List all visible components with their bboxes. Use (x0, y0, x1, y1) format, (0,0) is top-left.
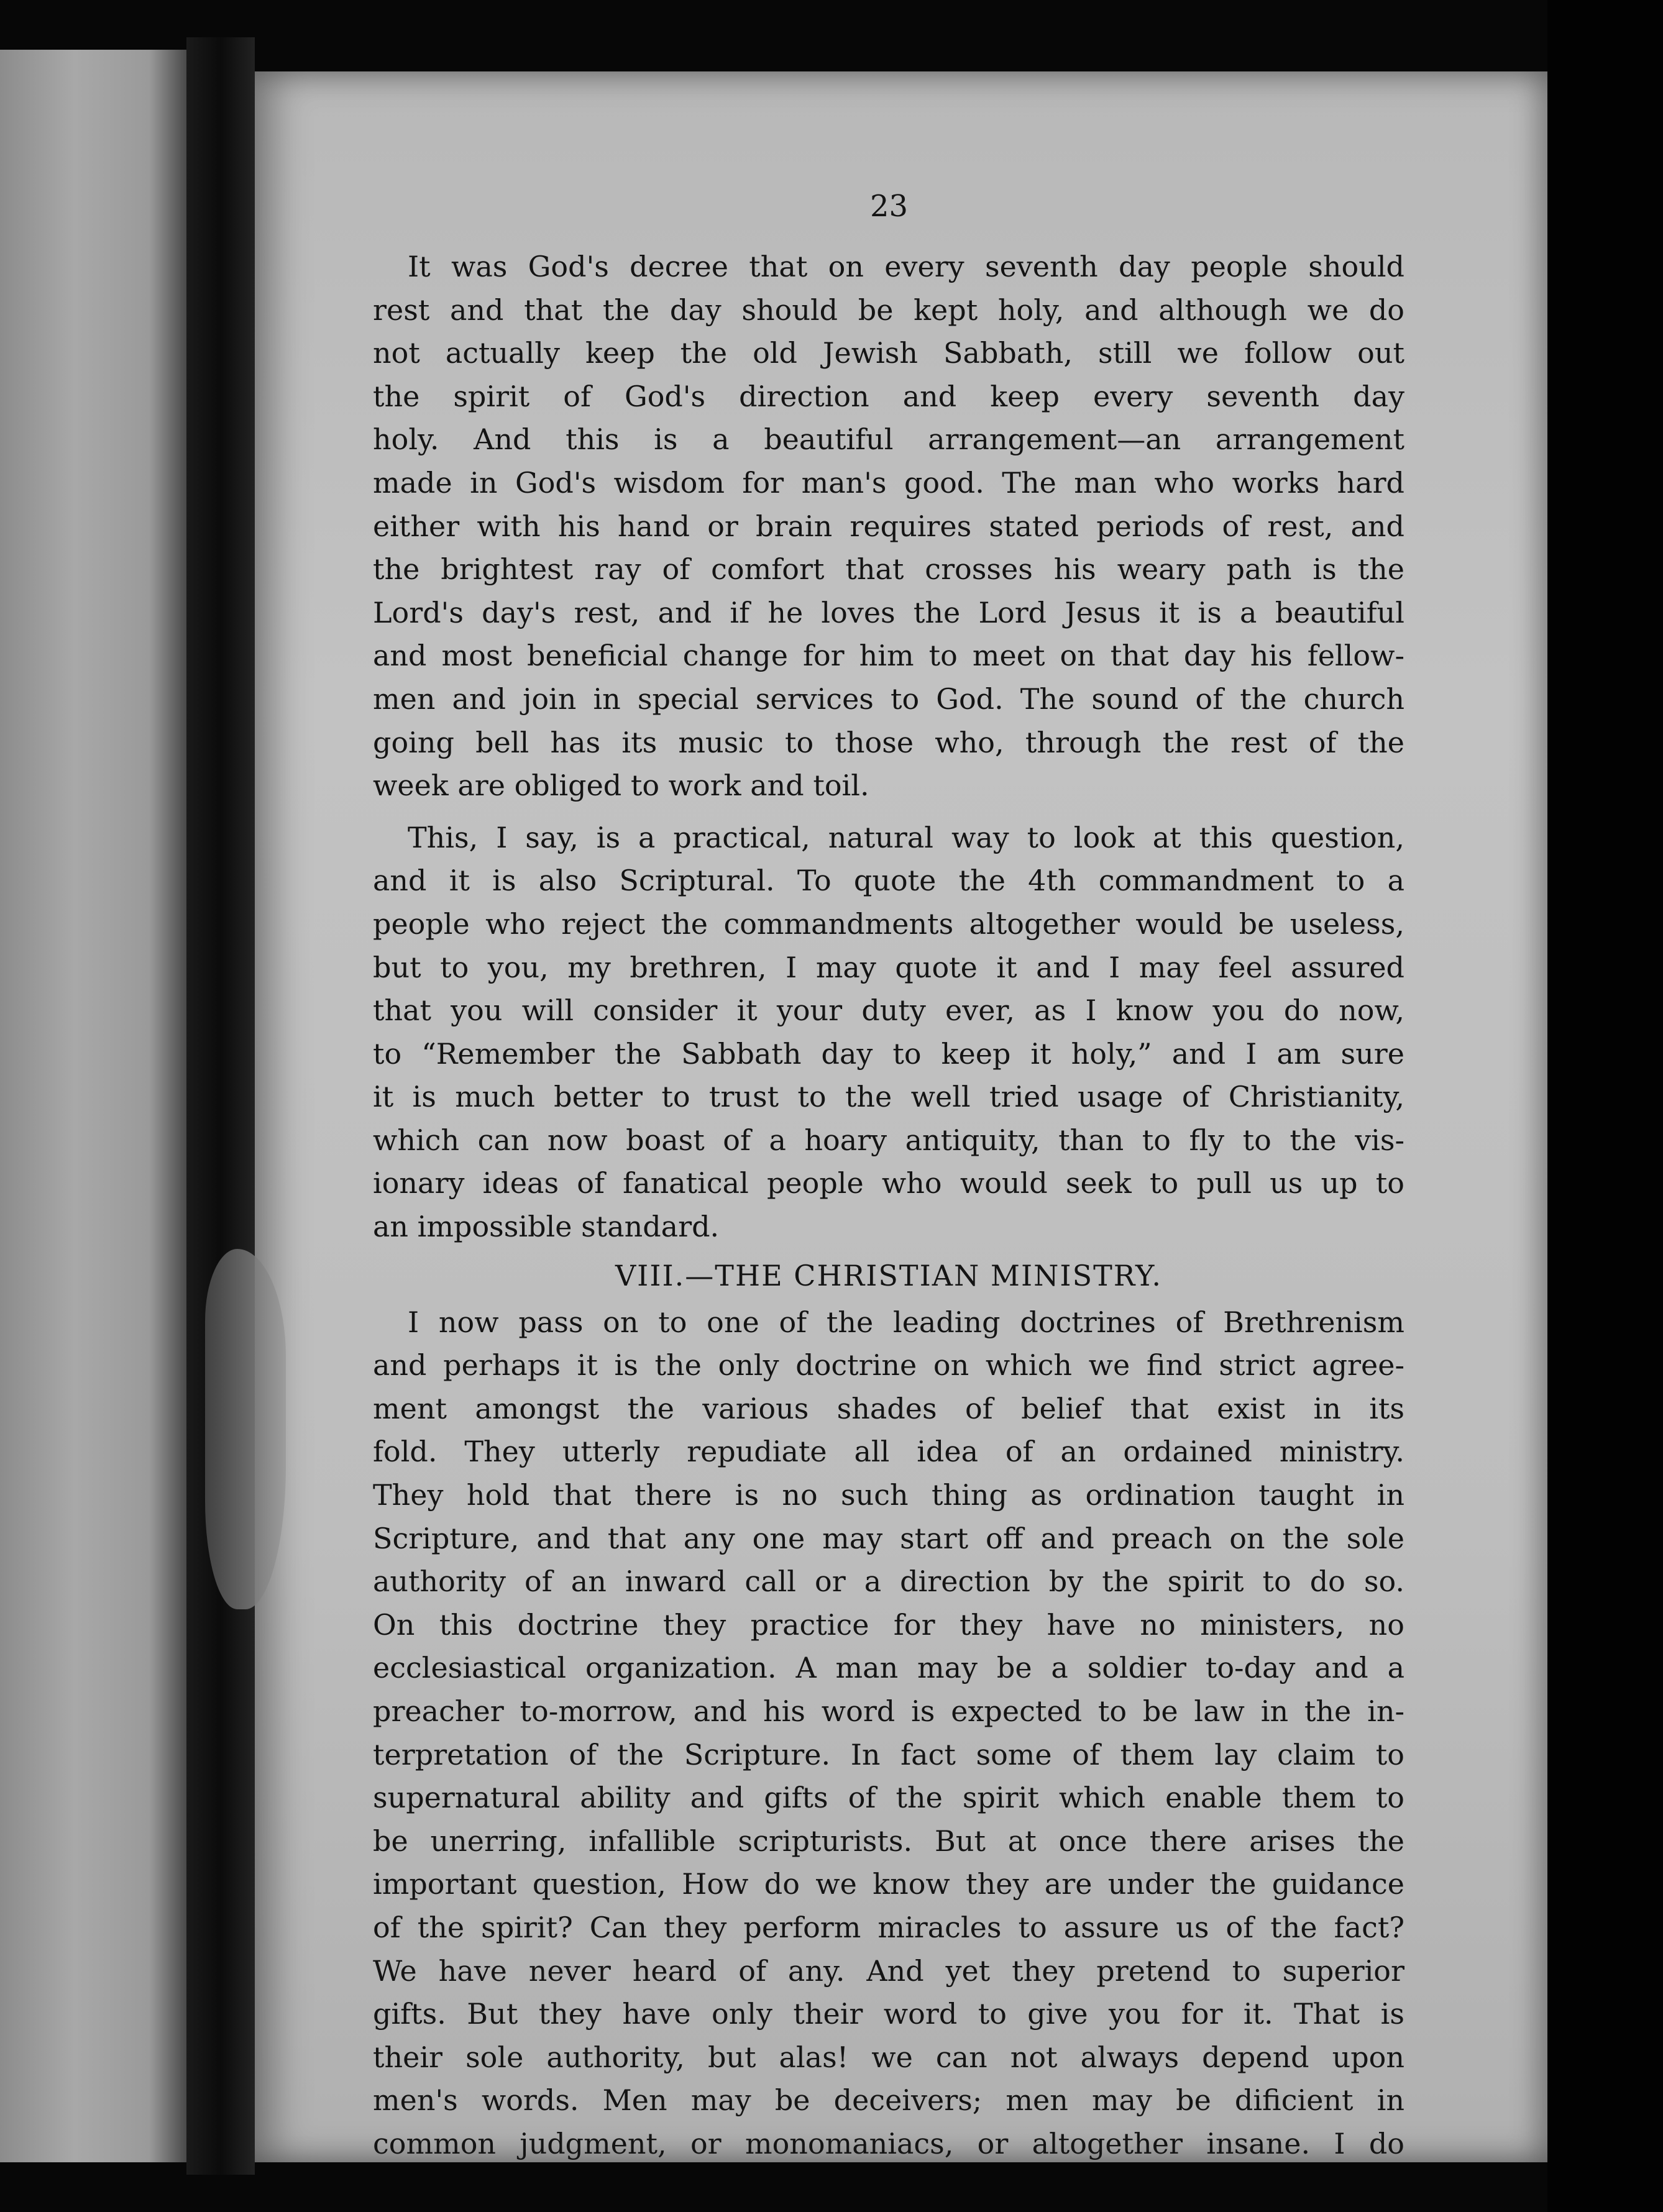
text-line: I now pass on to one of the leading doctrines of Brethrenism (408, 1305, 1404, 1339)
text-line: and perhaps it is the only doctrine on which we find strict agree- (373, 1348, 1404, 1382)
text-line: an impossible standard. (373, 1210, 720, 1244)
text-line: On this doctrine they practice for they have no ministers, no (373, 1607, 1404, 1642)
text-line: the brightest ray of comfort that crosses his weary path is the (373, 552, 1404, 587)
page-text (373, 245, 1404, 2166)
text-line: We have never heard of any. And yet they pretend to superior (373, 1954, 1404, 1988)
text-line: preacher to-morrow, and his word is expected to be law in the in- (373, 1694, 1404, 1728)
text-line: and it is also Scriptural. To quote the 4th commandment to a (373, 864, 1404, 898)
text-line: This, I say, is a practical, natural way to look at this question, (408, 820, 1404, 854)
scan-border (1547, 0, 1663, 2212)
book-gutter (186, 37, 255, 2175)
text-line: people who reject the commandments altogether would be useless, (373, 907, 1404, 941)
section-heading: VIII.—THE CHRISTIAN MINISTRY. (615, 1258, 1163, 1292)
text-line: holy. And this is a beautiful arrangement—an arrangement (373, 423, 1404, 457)
text-line: fold. They utterly repudiate all idea of an ordained ministry. (373, 1435, 1404, 1469)
paragraph-sabbath-rest (373, 245, 1404, 808)
page-number: 23 (870, 189, 909, 224)
text-line: either with his hand or brain requires stated periods of rest, and (373, 509, 1404, 543)
text-line: common judgment, or monomaniacs, or altogether insane. I do (373, 2126, 1404, 2160)
text-line: ionary ideas of fanatical people who would seek to pull us up to (373, 1166, 1404, 1200)
text-line: Scripture, and that any one may start off and preach on the sole (373, 1521, 1404, 1555)
text-line: important question, How do we know they are under the guidance (373, 1867, 1404, 1901)
text-line: that you will consider it your duty ever, as I know you do now, (373, 994, 1404, 1028)
text-line: it is much better to trust to the well tried usage of Christianity, (373, 1080, 1404, 1114)
text-line: rest and that the day should be kept holy, and although we do (373, 293, 1404, 327)
text-line: to “Remember the Sabbath day to keep it holy,” and I am sure (373, 1036, 1404, 1071)
text-line: supernatural ability and gifts of the spirit which enable them to (373, 1781, 1404, 1815)
text-line: terpretation of the Scripture. In fact some of them lay claim to (373, 1737, 1404, 1771)
paragraph-scriptural (373, 816, 1404, 1249)
torn-page-margin (205, 1249, 286, 1609)
text-line: their sole authority, but alas! we can not always depend upon (373, 2040, 1404, 2074)
text-line: which can now boast of a hoary antiquity, than to fly to the vis- (373, 1123, 1404, 1157)
text-line: the spirit of God's direction and keep every seventh day (373, 379, 1404, 413)
text-line: It was God's decree that on every seventh day people should (408, 250, 1404, 283)
text-line: men and join in special services to God. The sound of the church (373, 682, 1404, 716)
text-line: be unerring, infallible scripturists. But at once there arises the (373, 1824, 1404, 1858)
text-line: going bell has its music to those who, through the rest of the (373, 725, 1404, 759)
text-line: men's words. Men may be deceivers; men may be dificient in (373, 2083, 1404, 2118)
text-line: gifts. But they have only their word to give you for it. That is (373, 1997, 1404, 2031)
text-line: ecclesiastical organization. A man may be a soldier to-day and a (373, 1651, 1404, 1685)
text-line: made in God's wisdom for man's good. The man who works hard (373, 465, 1404, 500)
text-line: Lord's day's rest, and if he loves the Lord Jesus it is a beautiful (373, 595, 1404, 629)
text-line: They hold that there is no such thing as ordination taught in (373, 1478, 1404, 1512)
text-line: week are obliged to work and toil. (373, 769, 869, 803)
facing-page-edge (0, 50, 186, 2162)
text-line: not actually keep the old Jewish Sabbath, still we follow out (373, 336, 1404, 370)
text-line: of the spirit? Can they perform miracles to assure us of the fact? (373, 1910, 1404, 1944)
paragraph-christian-ministry (373, 1301, 1404, 2166)
text-line: ment amongst the various shades of belief that exist in its (373, 1391, 1404, 1425)
text-line: authority of an inward call or a direction by the spirit to do so. (373, 1565, 1404, 1599)
text-line: but to you, my brethren, I may quote it and I may feel assured (373, 950, 1404, 984)
text-line: and most beneficial change for him to meet on that day his fellow- (373, 639, 1404, 673)
